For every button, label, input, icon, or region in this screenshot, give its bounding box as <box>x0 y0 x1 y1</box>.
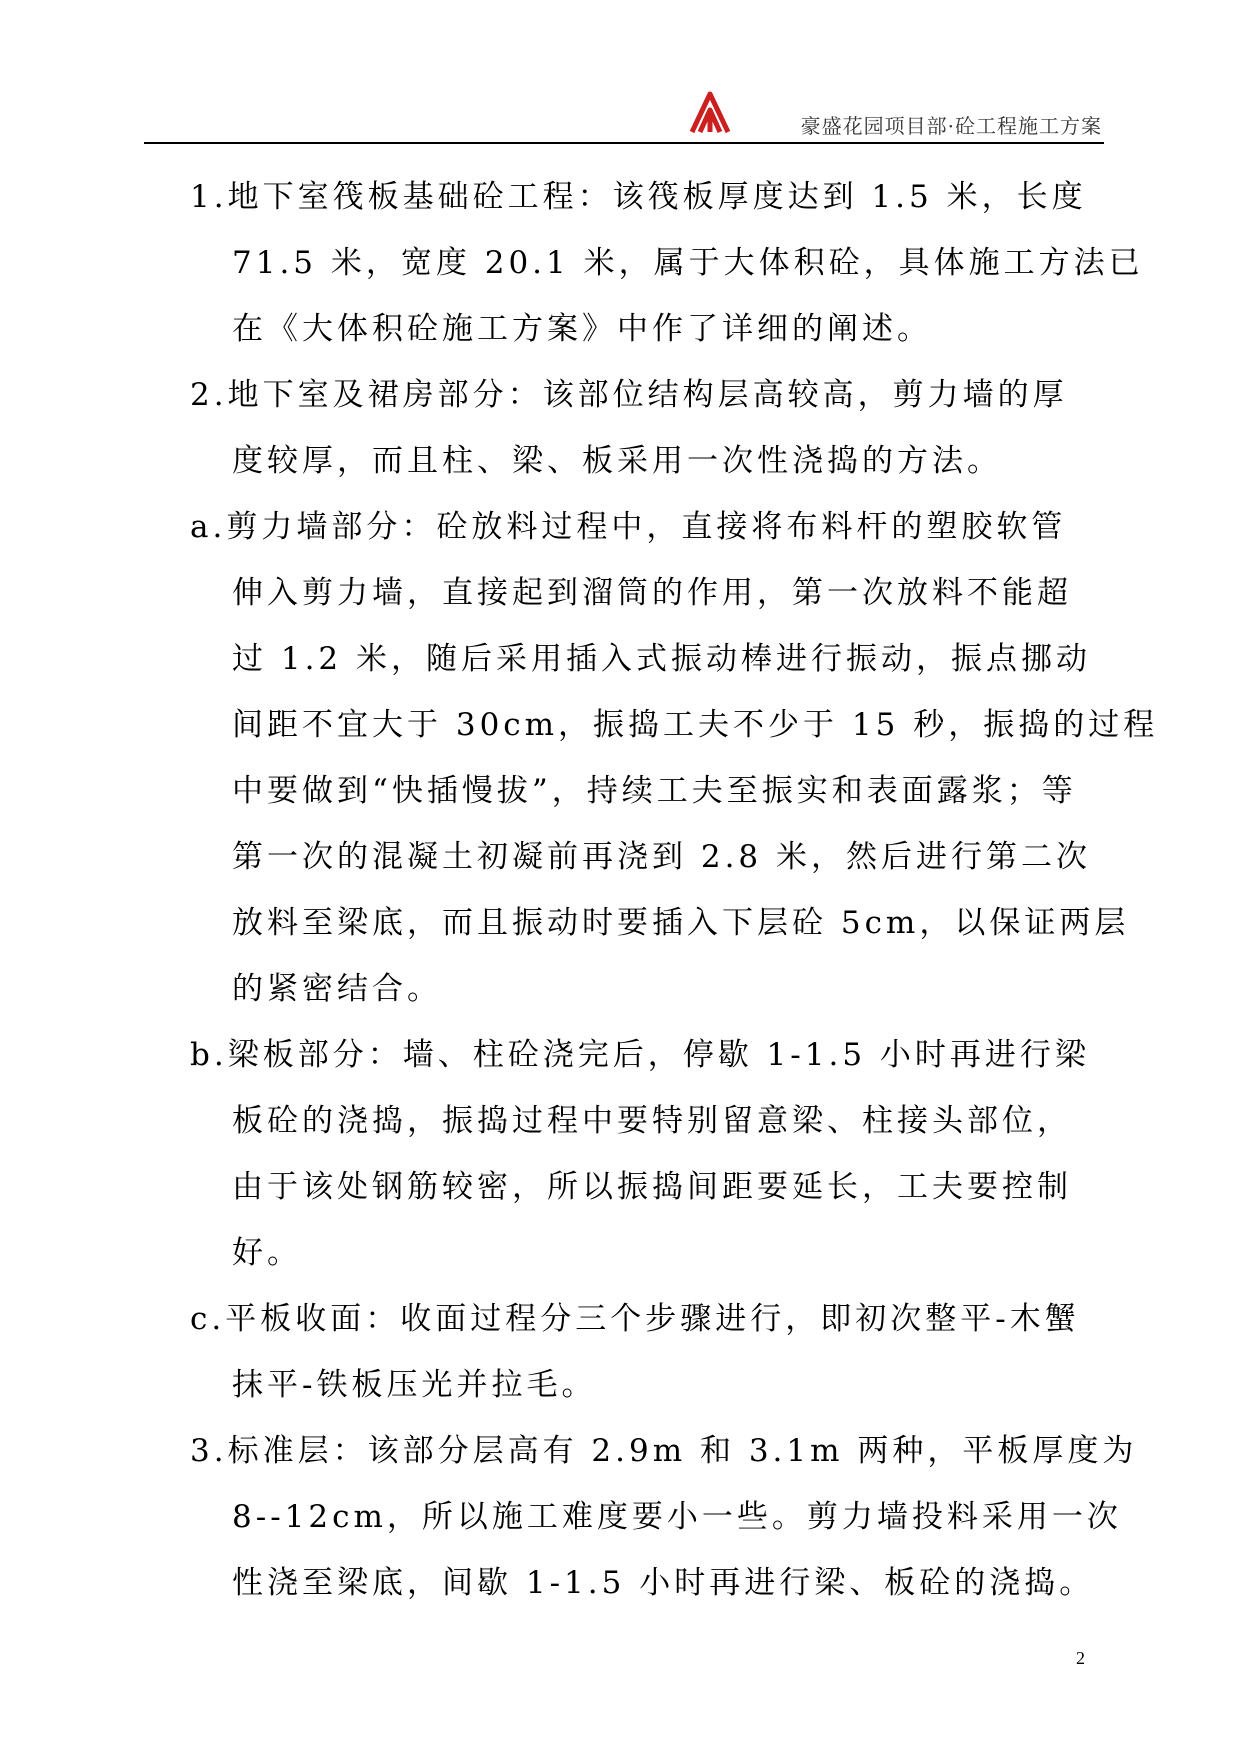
page-number: 2 <box>1076 1648 1085 1668</box>
item-a-line-3: 过 1.2 米，随后采用插入式振动棒进行振动，振点挪动 <box>232 641 1092 677</box>
item-b-line-4: 好。 <box>232 1235 302 1271</box>
item-a-line-7: 放料至梁底，而且振动时要插入下层砼 5cm，以保证两层 <box>232 905 1130 941</box>
paragraph-1-line-2: 71.5 米，宽度 20.1 米，属于大体积砼，具体施工方法已 <box>232 245 1144 281</box>
paragraph-2-line-1: 2.地下室及裙房部分：该部位结构层高较高，剪力墙的厚 <box>190 377 1068 413</box>
paragraph-3-line-1: 3.标准层：该部分层高有 2.9m 和 3.1m 两种，平板厚度为 <box>190 1433 1138 1469</box>
item-b-line-2: 板砼的浇捣，振捣过程中要特别留意梁、柱接头部位， <box>232 1103 1072 1139</box>
paragraph-2-line-2: 度较厚，而且柱、梁、板采用一次性浇捣的方法。 <box>232 443 1002 479</box>
item-a-line-8: 的紧密结合。 <box>232 971 442 1007</box>
item-a-line-6: 第一次的混凝土初凝前再浇到 2.8 米，然后进行第二次 <box>232 839 1092 875</box>
item-a-line-1: a.剪力墙部分：砼放料过程中，直接将布料杆的塑胶软管 <box>190 509 1067 545</box>
paragraph-3-line-3: 性浇至梁底，间歇 1-1.5 小时再进行梁、板砼的浇捣。 <box>232 1565 1095 1601</box>
item-c-line-2: 抹平-铁板压光并拉毛。 <box>232 1367 597 1403</box>
paragraph-3-line-2: 8--12cm，所以施工难度要小一些。剪力墙投料采用一次 <box>232 1499 1122 1535</box>
paragraph-1-line-3: 在《大体积砼施工方案》中作了详细的阐述。 <box>232 311 932 347</box>
item-b-line-3: 由于该处钢筋较密，所以振捣间距要延长，工夫要控制 <box>232 1169 1072 1205</box>
company-logo-icon <box>686 90 734 134</box>
paragraph-1-line-1: 1.地下室筏板基础砼工程：该筏板厚度达到 1.5 米，长度 <box>190 179 1087 215</box>
header-title: 豪盛花园项目部·砼工程施工方案 <box>800 114 1102 138</box>
item-b-line-1: b.梁板部分：墙、柱砼浇完后，停歇 1-1.5 小时再进行梁 <box>190 1037 1090 1073</box>
document-body <box>190 164 1159 1616</box>
item-a-line-4: 间距不宜大于 30cm，振捣工夫不少于 15 秒，振捣的过程 <box>232 707 1159 743</box>
item-a-line-5: 中要做到“快插慢拔”，持续工夫至振实和表面露浆；等 <box>232 773 1077 809</box>
item-c-line-1: c.平板收面：收面过程分三个步骤进行，即初次整平-木蟹 <box>190 1301 1080 1337</box>
page-header <box>144 84 1104 144</box>
item-a-line-2: 伸入剪力墙，直接起到溜筒的作用，第一次放料不能超 <box>232 575 1072 611</box>
